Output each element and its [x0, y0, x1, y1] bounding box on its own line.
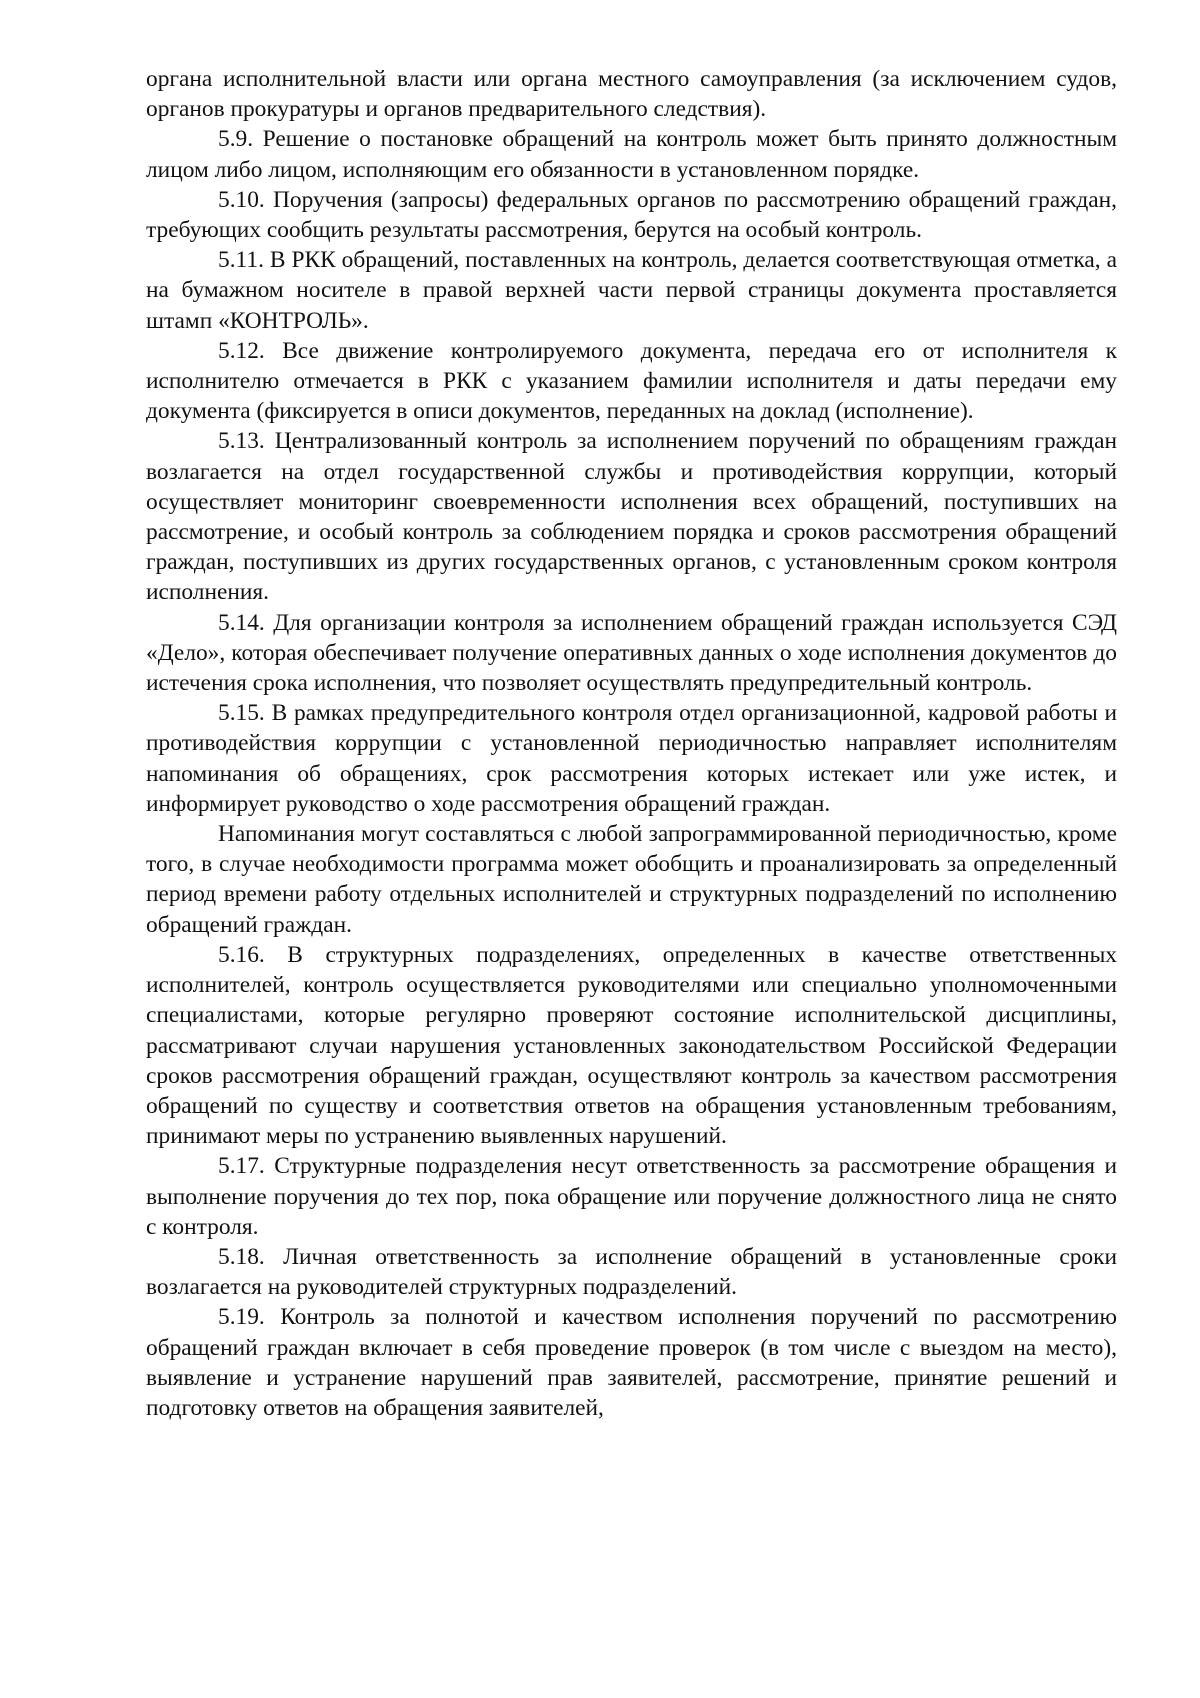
paragraph-continuation: органа исполнительной власти или органа местного самоуправления (за исключением судов, органов прокуратуры и органов предварительного следствия).	[146, 66, 1117, 123]
paragraph-5-12: 5.12. Все движение контролируемого документа, передача его от исполнителя к исполнителю отмечается в РКК с указанием фамилии исполнителя и даты передачи ему документа (фиксируется в описи документов, переданных на доклад (исполнение).	[146, 337, 1117, 425]
paragraph-5-9: 5.9. Решение о постановке обращений на контроль может быть принято должностным лицом либо лицом, исполняющим его обязанности в установленном порядке.	[146, 126, 1117, 183]
paragraph-5-10: 5.10. Поручения (запросы) федеральных органов по рассмотрению обращений граждан, требующих сообщить результаты рассмотрения, берутся на особый контроль.	[146, 186, 1117, 244]
paragraph-reminders: Напоминания могут составляться с любой запрограммированной периодичностью, кроме того, в случае необходимости программа может обобщить и проанализировать за определенный период времени работу отдельных исполнителей и структурных подразделений по исполнению обращений граждан.	[146, 821, 1117, 938]
paragraph-5-19: 5.19. Контроль за полнотой и качеством исполнения поручений по рассмотрению обращений граждан включает в себя проведение проверок (в том числе с выездом на место), выявление и устранение нарушений прав заявителей, рассмотрение, принятие решений и подготовку ответов на обращения заявителей,	[146, 1304, 1117, 1421]
paragraph-5-16: 5.16. В структурных подразделениях, определенных в качестве ответственных исполнителей, контроль осуществляется руководителями или специально уполномоченными специалистами, которые регулярно проверяют состояние исполнительской дисциплины, рассматривают случаи нарушения установленных законодательством Российской Федерации сроков рассмотрения обращений граждан, осуществляют контроль за качеством рассмотрения обращений по существу и соответствия ответов на обращения установленным требованиям, принимают меры по устранению выявленных нарушений.	[146, 941, 1117, 1150]
paragraph-5-11: 5.11. В РКК обращений, поставленных на контроль, делается соответствующая отметка, а на бумажном носителе в правой верхней части первой страницы документа проставляется штамп «КОНТРОЛЬ».	[146, 247, 1117, 334]
paragraph-5-18: 5.18. Личная ответственность за исполнение обращений в установленные сроки возлагается на руководителей структурных подразделений.	[146, 1243, 1117, 1301]
paragraph-5-17: 5.17. Структурные подразделения несут ответственность за рассмотрение обращения и выполнение поручения до тех пор, пока обращение или поручение должностного лица не снято с контроля.	[146, 1153, 1117, 1240]
paragraph-5-15: 5.15. В рамках предупредительного контроля отдел организационной, кадровой работы и противодействия коррупции с установленной периодичностью направляет исполнителям напоминания об обращениях, срок рассмотрения которых истекает или уже истек, и информирует руководство о ходе рассмотрения обращений граждан.	[146, 700, 1117, 817]
paragraph-5-14: 5.14. Для организации контроля за исполнением обращений граждан используется СЭД «Дело», которая обеспечивает получение оперативных данных о ходе исполнения документов до истечения срока исполнения, что позволяет осуществлять предупредительный контроль.	[146, 609, 1117, 697]
paragraph-5-13: 5.13. Централизованный контроль за исполнением поручений по обращениям граждан возлагается на отдел государственной службы и противодействия коррупции, который осуществляет мониторинг своевременности исполнения всех обращений, поступивших на рассмотрение, и особый контроль за соблюдением порядка и сроков рассмотрения обращений граждан, поступивших из других государственных органов, с установленным сроком контроля исполнения.	[146, 428, 1117, 606]
document-body	[146, 64, 1117, 1423]
